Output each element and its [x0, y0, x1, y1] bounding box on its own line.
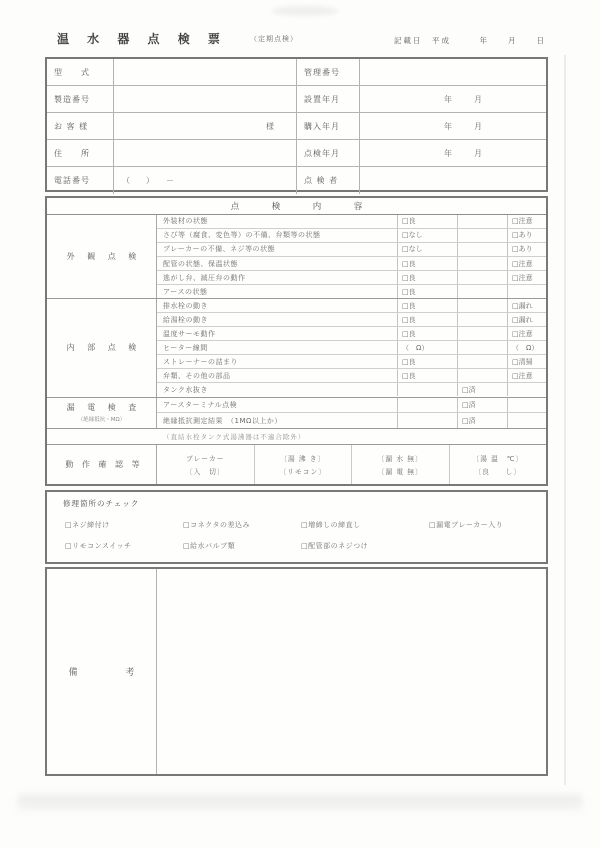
- repair-checkbox-label: □給水バルブ類: [183, 542, 236, 550]
- record-date-line: 記載日 平成 年 月 日: [394, 36, 546, 45]
- operation-line: 〔漏 電 無〕: [377, 467, 423, 476]
- info-row: [47, 167, 546, 194]
- check-good: □なし: [397, 229, 457, 242]
- remarks-body: [157, 569, 546, 774]
- check-done: [457, 257, 507, 270]
- item-label: 排水栓の動き: [163, 301, 208, 310]
- check-good: □良: [397, 313, 457, 326]
- operation-line: 〔漏 水 無〕: [377, 454, 423, 463]
- item-label: 逃がし弁、減圧弁の動作: [163, 273, 246, 282]
- check-good: □なし: [397, 243, 457, 256]
- check-done: [457, 313, 507, 326]
- item-label: タンク水抜き: [163, 385, 208, 394]
- item-label: 外装材の状態: [163, 217, 208, 226]
- info-label: お 客 様: [47, 113, 114, 139]
- category-label: 動 作 確 認 等: [65, 459, 143, 469]
- check-caution: □あり: [507, 243, 546, 256]
- category-sublabel: （絶縁抵抗・MΩ）: [77, 417, 126, 424]
- info-label: 点検年月: [297, 140, 360, 166]
- info-value: [114, 59, 297, 85]
- check-done: [457, 285, 507, 298]
- info-row: [47, 86, 546, 113]
- check-caution: □注意: [507, 215, 546, 228]
- inspection-row: [157, 369, 546, 383]
- check-done: [457, 229, 507, 242]
- info-label: 住 所: [47, 140, 114, 166]
- repair-checkbox-label: □配管部のネジつけ: [301, 542, 369, 550]
- section-category: [47, 299, 157, 396]
- info-row: [47, 59, 546, 86]
- check-done: [457, 271, 507, 284]
- info-value: [360, 59, 546, 85]
- info-value-year-month: 年 月: [444, 148, 484, 158]
- check-caution: □漏れ: [507, 313, 546, 326]
- check-good: □良: [397, 257, 457, 270]
- info-label: 購入年月: [297, 113, 360, 139]
- operation-line: 〔良 し〕: [474, 467, 522, 476]
- inspection-row: [157, 285, 546, 298]
- item-label: ストレーナーの詰まり: [163, 357, 238, 366]
- info-table: [45, 57, 548, 192]
- item-label: アースターミナル点検: [163, 400, 238, 409]
- check-good: □良: [397, 285, 457, 298]
- check-done: □済: [457, 413, 507, 428]
- inspection-row: [157, 327, 546, 341]
- section-category: [47, 398, 157, 428]
- inspection-row: [157, 341, 546, 355]
- check-good: □良: [397, 215, 457, 228]
- scan-shadow: [18, 795, 582, 811]
- check-good: [397, 398, 457, 413]
- item-label: ブレーカーの不備、ネジ等の状態: [163, 245, 276, 254]
- inspection-row: [157, 215, 546, 229]
- info-value-customer-suffix: 様: [114, 113, 297, 139]
- check-caution: □漏れ: [507, 299, 546, 312]
- repair-checkbox-label: □リモコンスイッチ: [65, 542, 132, 550]
- check-caution: □清掃: [507, 355, 546, 368]
- section-rows: [157, 215, 546, 299]
- info-row: [47, 140, 546, 167]
- form-title: 温 水 器 点 検 票: [57, 32, 227, 46]
- check-done: [457, 215, 507, 228]
- operation-col-boil: [254, 445, 352, 484]
- info-label: 設置年月: [297, 86, 360, 112]
- item-label: 給湯栓の動き: [163, 315, 208, 324]
- exclusion-note: （直結水栓タンク式湯沸器は不適合除外）: [47, 429, 546, 445]
- operation-line: 〔湯 温 ℃〕: [472, 454, 524, 463]
- check-done: □済: [457, 398, 507, 413]
- info-value: [360, 167, 546, 194]
- inspection-row: [157, 313, 546, 327]
- inspection-table: [45, 196, 548, 486]
- scan-edge: [564, 55, 566, 785]
- section-category: [47, 445, 157, 484]
- repair-checkbox-label: □漏電ブレーカー入り: [429, 521, 504, 529]
- operation-line: 〔湯 沸 き〕: [280, 454, 326, 463]
- operation-col-breaker: [157, 445, 254, 484]
- category-label: 外 観 点 検: [66, 251, 142, 261]
- check-done: □済: [457, 383, 507, 396]
- inspection-row: [157, 229, 546, 243]
- check-caution: [507, 413, 546, 428]
- info-row: [47, 113, 546, 140]
- item-label: さび等（腐食、変色等）の不備、弁類等の状態: [163, 231, 321, 240]
- info-label: 電話番号: [47, 167, 114, 194]
- info-value-year-month: 年 月: [444, 94, 484, 104]
- scan-smudge: [272, 6, 338, 16]
- check-good: □良: [397, 299, 457, 312]
- info-label: 点 検 者: [297, 167, 360, 194]
- inspection-row: [157, 355, 546, 369]
- item-label: ヒーター線間: [163, 343, 208, 352]
- section-exterior: [47, 215, 546, 300]
- info-value-year-month: 年 月: [444, 121, 484, 131]
- check-done: [457, 341, 507, 354]
- info-value: [114, 140, 297, 166]
- check-done: [457, 369, 507, 382]
- repair-checkbox-label: □ネジ締付け: [65, 521, 110, 529]
- form-title-note: （定期点検）: [250, 35, 298, 43]
- repair-check-title: 修理箇所のチェック: [63, 499, 140, 508]
- category-label: 漏 電 検 査: [66, 403, 142, 413]
- item-label: 弁類、その他の部品: [163, 371, 231, 380]
- info-label: 型 式: [47, 59, 114, 85]
- check-good: □良: [397, 369, 457, 382]
- check-caution: □注意: [507, 271, 546, 284]
- check-caution: □あり: [507, 229, 546, 242]
- check-caution: □注意: [507, 257, 546, 270]
- inspection-row: [157, 257, 546, 271]
- section-leakage: [47, 398, 546, 429]
- remarks-label: 備 考: [47, 569, 157, 774]
- check-caution: [507, 398, 546, 413]
- operation-line: ブレーカー: [185, 454, 225, 463]
- inspection-row: [157, 243, 546, 257]
- section-internal: [47, 299, 546, 397]
- info-label: 製造番号: [47, 86, 114, 112]
- info-value: [114, 86, 297, 112]
- check-done: [457, 355, 507, 368]
- check-caution: □注意: [507, 327, 546, 340]
- operation-col-leak: [351, 445, 449, 484]
- check-caution: [507, 285, 546, 298]
- item-label: 絶縁抵抗測定結果 （1MΩ以上か）: [163, 416, 282, 425]
- operation-line: 〔リモコン〕: [279, 467, 327, 476]
- inspection-row: [157, 383, 546, 396]
- check-good: □良: [397, 355, 457, 368]
- inspection-row: [157, 299, 546, 313]
- operation-columns: [157, 445, 546, 484]
- repair-check-row: [47, 541, 546, 551]
- check-good: [397, 383, 457, 396]
- section-rows: [157, 299, 546, 396]
- info-value-phone: （ ） －: [114, 167, 297, 194]
- section-operation: [47, 445, 546, 484]
- info-label: 管理番号: [297, 59, 360, 85]
- inspection-table-title: 点 検 内 容: [47, 198, 546, 215]
- check-caution: □注意: [507, 369, 546, 382]
- item-label: 配管の状態、保温状態: [163, 259, 238, 268]
- inspection-row: [157, 271, 546, 285]
- remarks-table: [45, 567, 548, 776]
- inspection-row: [157, 413, 546, 428]
- repair-checkbox-label: □増締しの締直し: [301, 521, 361, 529]
- check-done: [457, 327, 507, 340]
- inspection-row: [157, 398, 546, 414]
- operation-line: 〔入 切〕: [185, 467, 225, 476]
- item-label: アースの状態: [163, 287, 208, 296]
- category-label: 内 部 点 検: [66, 343, 142, 353]
- repair-checkbox-label: □コネクタの差込み: [183, 521, 250, 529]
- section-category: [47, 215, 157, 299]
- check-good: □良: [397, 271, 457, 284]
- check-done: [457, 243, 507, 256]
- form-header: [45, 28, 548, 50]
- check-good: □良: [397, 327, 457, 340]
- repair-check-table: [45, 490, 548, 564]
- item-label: 温度サーモ動作: [163, 329, 216, 338]
- operation-col-temp: [449, 445, 547, 484]
- repair-check-row: [47, 520, 546, 530]
- section-rows: [157, 398, 546, 428]
- check-done: [457, 299, 507, 312]
- heater-ohm-value: （ Ω）: [397, 341, 457, 354]
- check-caution: [507, 383, 546, 396]
- heater-ohm-value: （ Ω）: [507, 341, 546, 354]
- check-good: [397, 413, 457, 428]
